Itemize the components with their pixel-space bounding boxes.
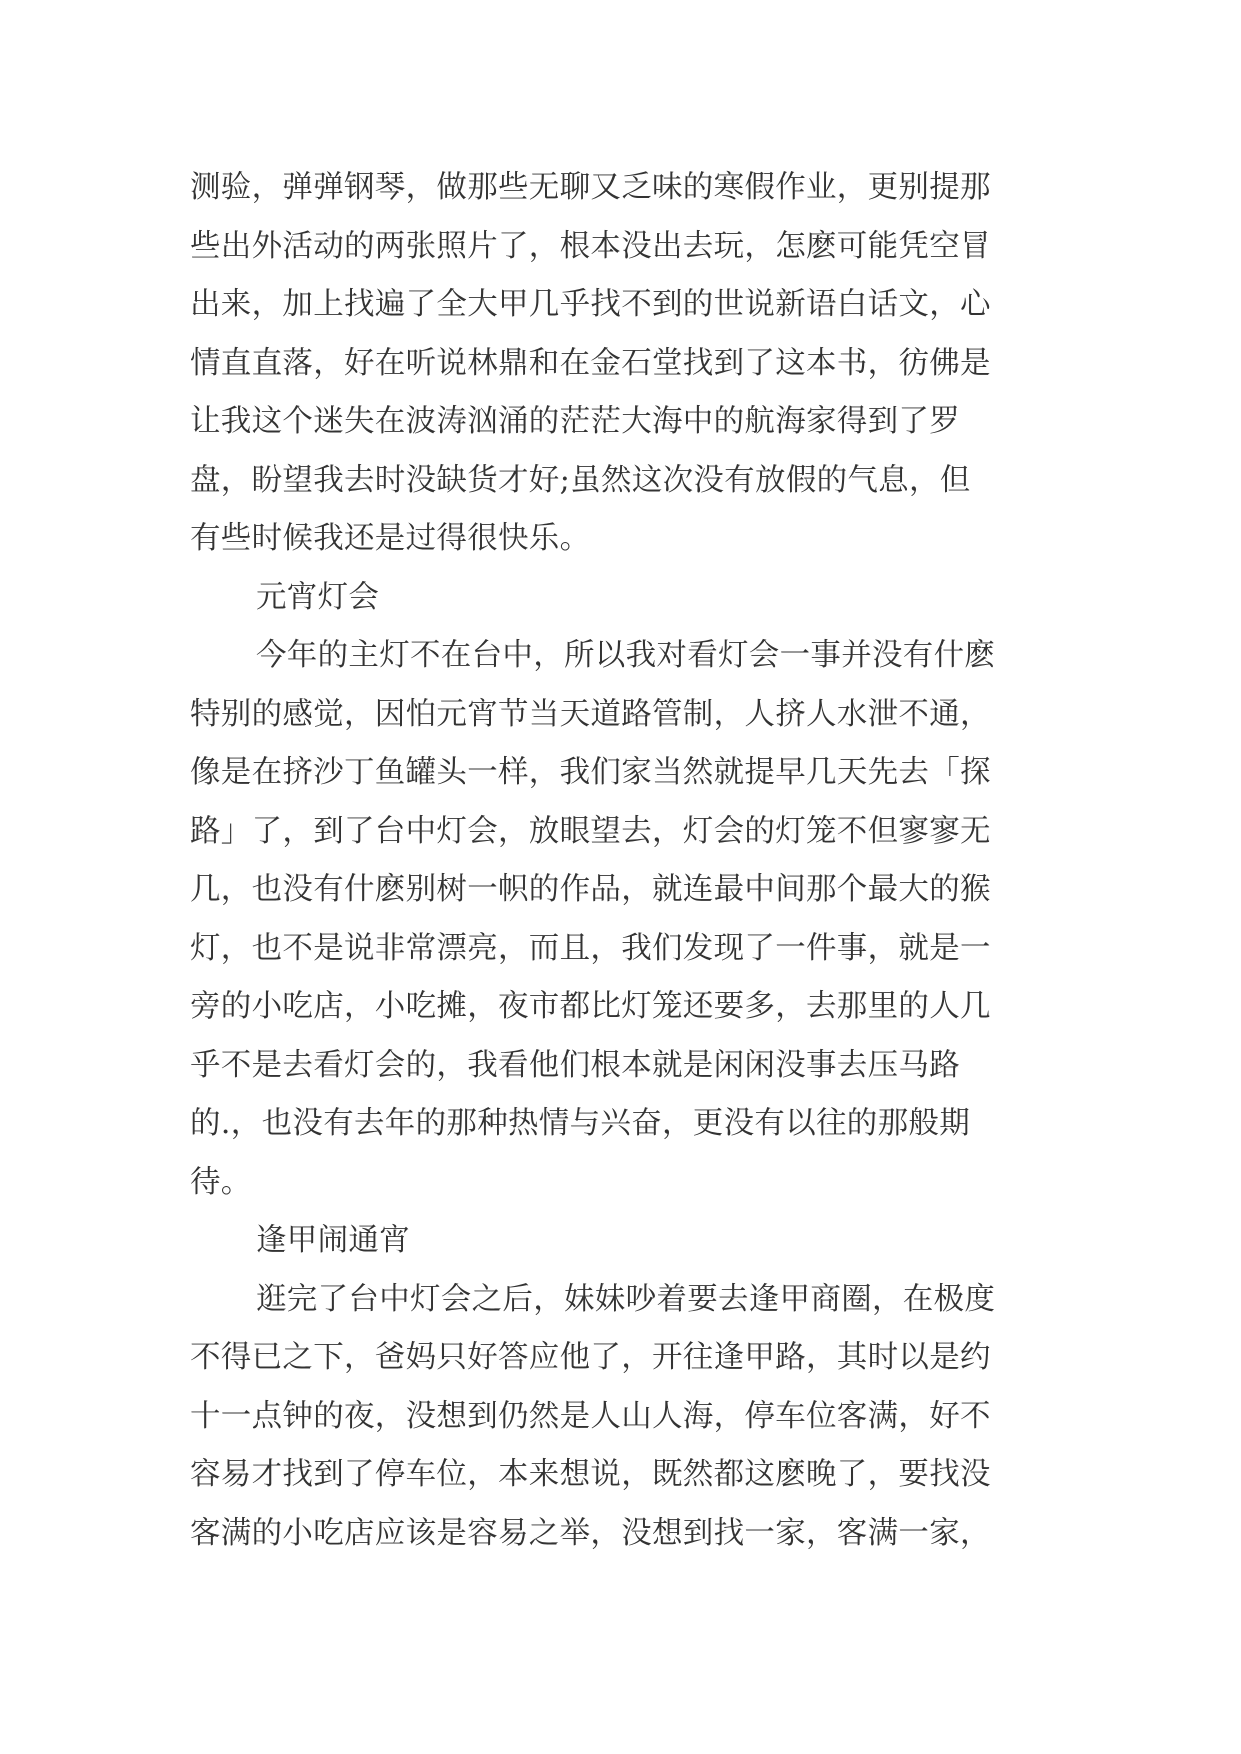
text-line: 让我这个迷失在波涛汹涌的茫茫大海中的航海家得到了罗 [190,404,960,439]
text-line: 灯，也不是说非常漂亮，而且，我们发现了一件事，就是一 [190,930,991,966]
text-line: 旁的小吃店，小吃摊，夜市都比灯笼还要多，去那里的人几 [190,989,991,1024]
text-line: 十一点钟的夜，没想到仍然是人山人海，停车位客满，好不 [190,1398,991,1434]
text-line: 像是在挤沙丁鱼罐头一样，我们家当然就提早几天先去「探 [190,755,991,790]
text-line: 客满的小吃店应该是容易之举，没想到找一家，客满一家， [190,1515,991,1551]
text-line: 不得已之下，爸妈只好答应他了，开往逢甲路，其时以是约 [190,1340,991,1375]
document-body [190,159,1070,1563]
text-line: 的.，也没有去年的那种热情与兴奋，更没有以往的那般期 [190,1106,970,1141]
paragraph-start-line: 逛完了台中灯会之后，妹妹吵着要去逢甲商圈，在极度 [256,1281,996,1317]
text-line: 有些时候我还是过得很快乐。 [190,521,591,556]
text-line: 些出外活动的两张照片了，根本没出去玩，怎麽可能凭空冒 [190,228,991,264]
text-line: 乎不是去看灯会的，我看他们根本就是闲闲没事去压马路 [190,1047,960,1083]
text-line: 几，也没有什麽别树一帜的作品，就连最中间那个最大的猴 [190,872,991,907]
text-line: 路」了，到了台中灯会，放眼望去，灯会的灯笼不但寥寥无 [190,813,991,849]
text-line: 情直直落，好在听说林鼎和在金石堂找到了这本书，彷佛是 [190,345,991,381]
text-line: 出来，加上找遍了全大甲几乎找不到的世说新语白话文，心 [190,287,991,322]
paragraph-start-line: 逢甲闹通宵 [256,1223,410,1258]
text-line: 盘，盼望我去时没缺货才好;虽然这次没有放假的气息，但 [190,462,971,498]
text-line: 特别的感觉，因怕元宵节当天道路管制，人挤人水泄不通， [190,696,991,732]
text-line: 测验，弹弹钢琴，做那些无聊又乏味的寒假作业，更别提那 [190,170,991,205]
paragraph-start-line: 今年的主灯不在台中，所以我对看灯会一事并没有什麽 [256,638,996,673]
text-line: 待。 [190,1164,252,1200]
text-line: 容易才找到了停车位，本来想说，既然都这麽晚了，要找没 [190,1457,991,1492]
paragraph-start-line: 元宵灯会 [256,579,380,615]
